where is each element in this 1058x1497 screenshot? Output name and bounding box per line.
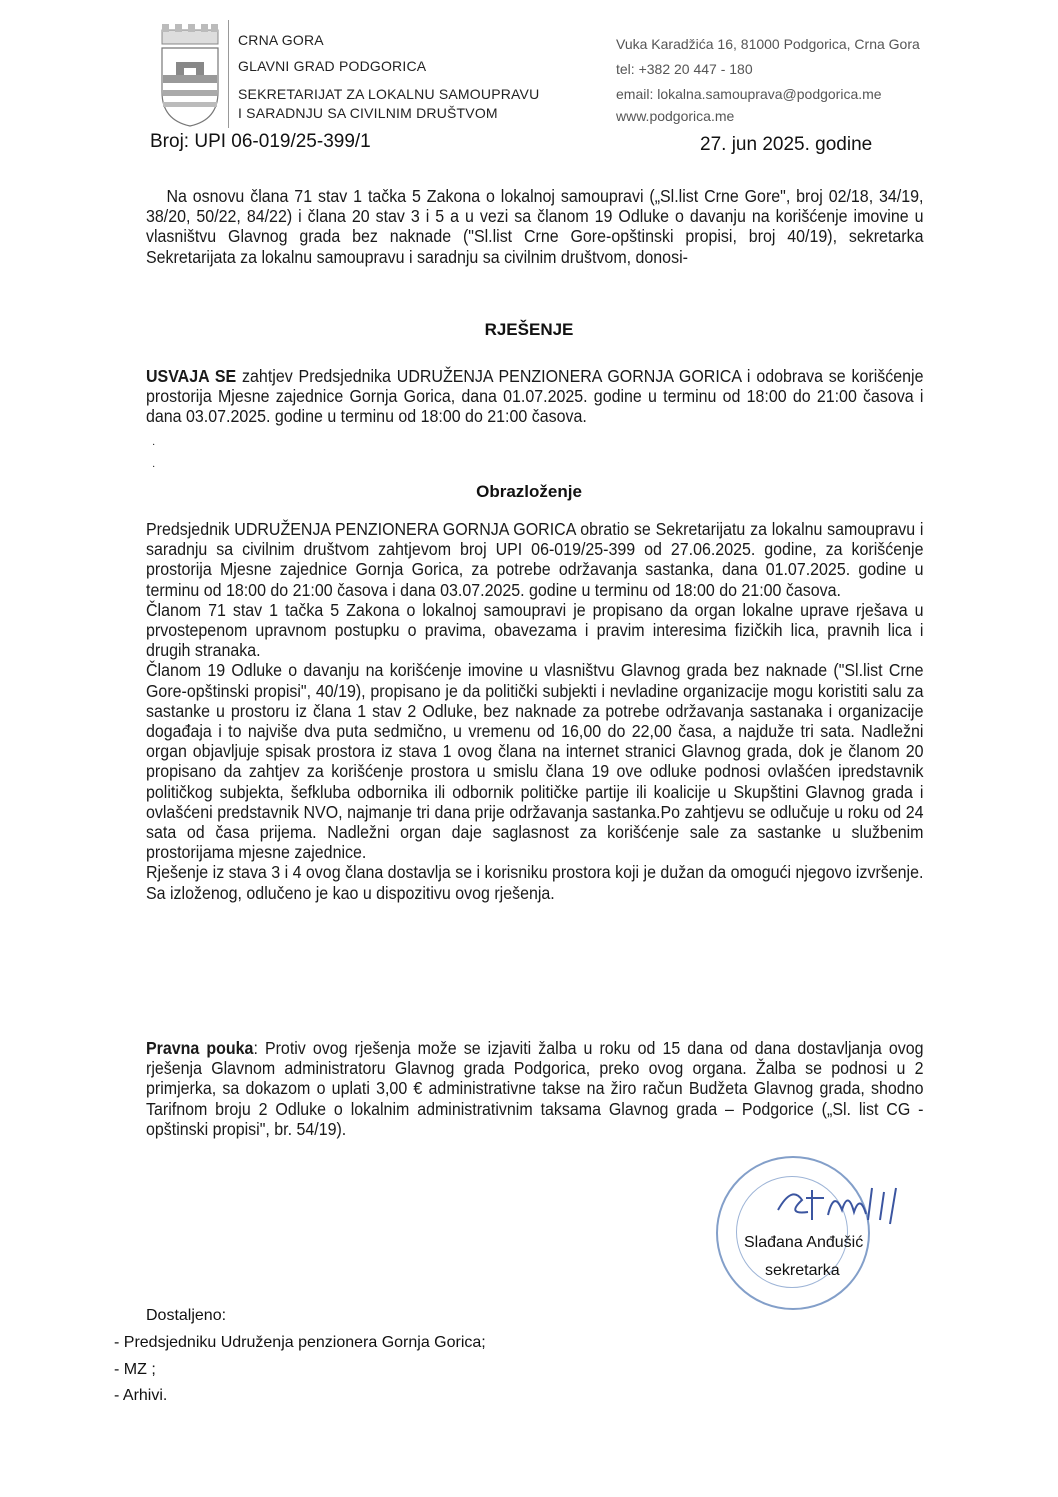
reasoning-paragraph: Sa izloženog, odlučeno je kao u dispozitivu ovog rješenja.: [146, 882, 555, 903]
department-line-2: I SARADNJU SA CIVILNIM DRUŠTVOM: [238, 105, 498, 121]
reference-number: Broj: UPI 06-019/25-399/1: [150, 131, 371, 152]
document-date: 27. jun 2025. godine: [700, 134, 873, 155]
preamble: [146, 186, 923, 267]
phone: tel: +382 20 447 - 180: [616, 61, 753, 77]
reasoning-paragraph: Rješenje iz stava 3 i 4 ovog člana dostavlja se i korisniku prostora koji je dužan da omogući njegovo izvršenje.: [146, 862, 924, 883]
legal-notice-lead: Pravna pouka: [146, 1038, 254, 1058]
signature-scribble-icon: [772, 1180, 912, 1235]
stray-mark: ·: [152, 462, 156, 473]
department-line-1: SEKRETARIJAT ZA LOKALNU SAMOUPRAVU: [238, 86, 540, 102]
stray-mark: ·: [152, 440, 156, 451]
preamble-text: Na osnovu člana 71 stav 1 tačka 5 Zakona o lokalnoj samoupravi („Sl.list Crne Gore", broj 02/18, 34/19, 38/20, 50/22, 84/22) i člana 20 stav 3 i 5 a u vezi sa članom 19 Odluke o davanju na korišćenje imovine u vlasništvu Glavnog grada bez naknade ("Sl.list Crne Gore-opštinski propisi, broj 40/19), sekretarka Sekretarijata za lokalnu samoupravu i saradnju sa civilnim društvom, donosi-: [146, 186, 924, 267]
distribution-item: - Predsjedniku Udruženja penzionera Gornja Gorica;: [114, 1334, 486, 1351]
legal-notice-text: : Protiv ovog rješenja može se izjaviti žalba u roku od 15 dana od dana dostavljanja ovog rješenja Glavnom administratoru Glavnog grada Podgorica, preko ovog organa. Žalba se podnosi u 2 primjerka, sa dokazom o uplati 3,00 € administrativne takse na žiro račun Budžeta Glavnog grada, shodno Tarifnom broju 2 Odluke o lokalnim administrativnim taksama Glavnog grada – Podgorice („Sl. list CG - opštinski propisi", br. 54/19).: [146, 1038, 924, 1139]
decision-text: zahtjev Predsjednika UDRUŽENJA PENZIONERA GORNJA GORICA i odobrava se korišćenje prostorija Mjesne zajednice Gornja Gorica, dana 01.07.2025. godine u terminu od 18:00 do 21:00 časova i dana 03.07.2025. godine u terminu od 18:00 do 21:00 časova.: [146, 366, 924, 427]
website-link[interactable]: www.podgorica.me: [616, 108, 735, 124]
decision-lead: USVAJA SE: [146, 366, 237, 386]
distribution-item: - Arhivi.: [114, 1387, 168, 1404]
signatory-title: sekretarka: [765, 1262, 840, 1279]
distribution-title: Dostaljeno:: [146, 1307, 227, 1324]
decision-title: RJEŠENJE: [484, 320, 574, 339]
decision-body: [146, 366, 923, 427]
legal-notice: [146, 1038, 923, 1139]
header-divider: [228, 20, 229, 128]
distribution-item: - MZ ;: [114, 1361, 156, 1378]
reasoning-paragraph: Članom 71 stav 1 tačka 5 Zakona o lokalnoj samoupravi je propisano da organ lokalne uprave rješava u prvostepenom upravnom postupku o pravima, obavezama i pravim interesima fizičkih lica, pravnih lica i drugih stranaka.: [146, 599, 924, 661]
signatory-name: Slađana Anđušić: [744, 1234, 864, 1251]
address: Vuka Karadžića 16, 81000 Podgorica, Crna Gora: [616, 36, 920, 52]
email-link[interactable]: email: lokalna.samouprava@podgorica.me: [616, 86, 882, 102]
country-name: CRNA GORA: [238, 32, 324, 48]
reasoning-body: [146, 519, 923, 903]
reasoning-paragraph: Članom 19 Odluke o davanju na korišćenje imovine u vlasništvu Glavnog grada bez naknade ("Sl.list Crne Gore-opštinski propisi", 40/19), propisano je da politički subjekti i nevladine organizacije mogu koristiti salu za sastanke u prostoru iz člana 1 stav 2 Odluke, bez naknade za potrebe održavanja sastanaka i organizacije događaja i to najviše dva puta sedmično, u vremenu od 16,00 do 22,00 časa, a najduže tri sata. Nadležni organ objavljuje spisak prostora iz stava 1 ovog člana na internet stranici Glavnog grada, dok je članom 20 propisano da zahtjev za korišćenje prostora u smislu člana 19 ove odluke podnosi ovlašćen ipredstavnik političkog subjekta, šefkluba odbornika ili odbornik političke partije ili koalicije u Skupštini Glavnog grada i ovlašćeni predstavnik NVO, najmanje tri dana prije održavanja sastanka.Po zahtjevu se odlučuje u roku od 24 sata od časa prijema. Nadležni organ daje saglasnost za korišćenje sale za sastanke u službenim prostorijama mjesne zajednice.: [146, 660, 924, 863]
reasoning-title: Obrazloženje: [476, 482, 582, 501]
city-name: GLAVNI GRAD PODGORICA: [238, 58, 427, 74]
reasoning-paragraph: Predsjednik UDRUŽENJA PENZIONERA GORNJA GORICA obratio se Sekretarijatu za lokalnu samoupravu i saradnju sa civilnim društvom zahtjevom broj UPI 06-019/25-399 od 27.06.2025. godine, za korišćenje prostorija Mjesne zajednice Gornja Gorica, za potrebe održavanja sastanka, dana 01.07.2025. godine u terminu od 18:00 do 21:00 časova i dana 03.07.2025. godine u terminu od 18:00 do 21:00 časova.: [146, 519, 924, 600]
coat-of-arms-icon: [158, 20, 222, 128]
